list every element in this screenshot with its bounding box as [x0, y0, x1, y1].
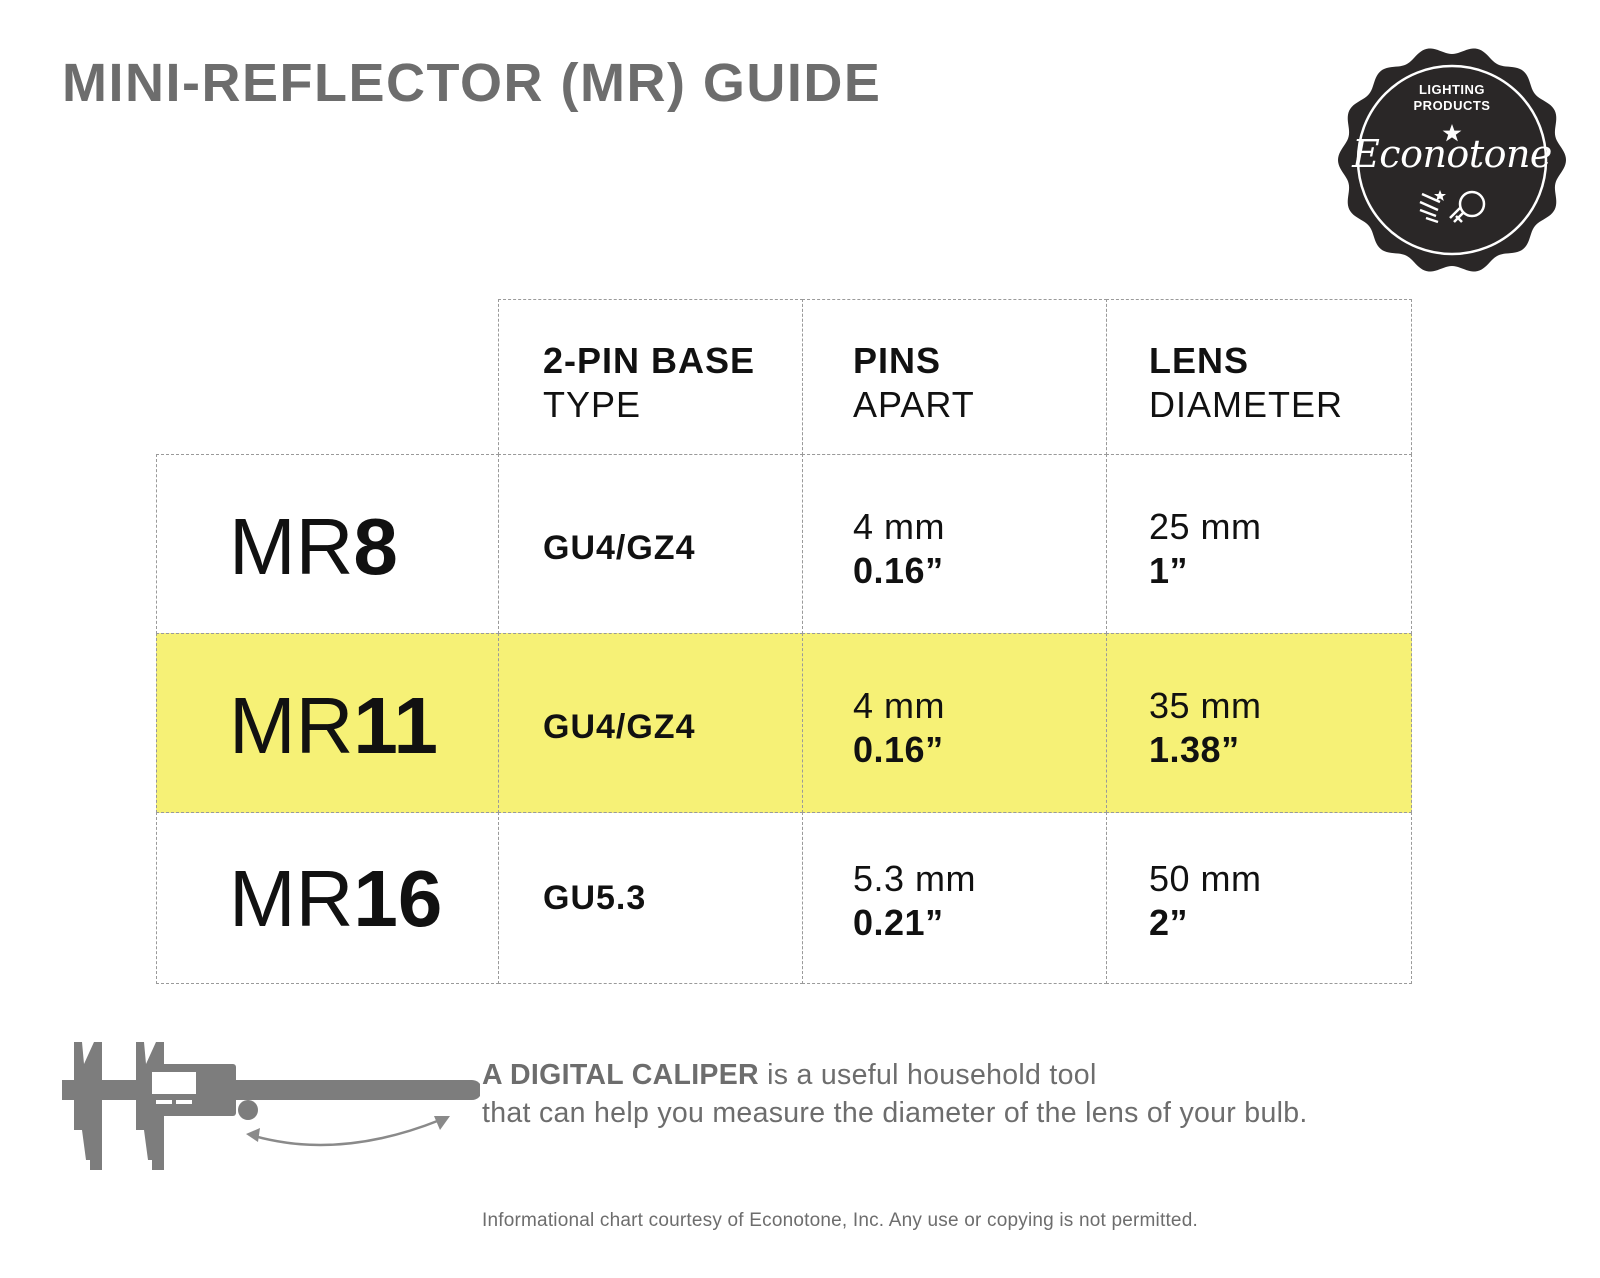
row-mr11-pins-cell: [802, 633, 1107, 813]
row-mr11-base-cell: [498, 633, 803, 813]
header-cell-base: [498, 299, 803, 455]
header-lens-light: DIAMETER: [1149, 384, 1344, 425]
mr11-base: GU4/GZ4: [543, 708, 696, 746]
mr11-pins-mm: 4 mm: [853, 685, 945, 726]
caliper-note-bold: A DIGITAL CALIPER: [482, 1059, 759, 1091]
caliper-note-rest: is a useful household tool: [758, 1059, 1097, 1091]
mr8-lens-mm: 25 mm: [1149, 506, 1262, 547]
brand-badge: [1336, 44, 1568, 276]
header-base-bold: 2-PIN BASE: [543, 340, 756, 381]
mr11-number: 11: [353, 681, 438, 770]
curved-arrow-icon: [240, 1108, 460, 1160]
row-mr8-lens-cell: [1106, 454, 1412, 634]
row-mr16-label-cell: [156, 812, 499, 984]
row-mr11-label-cell: [156, 633, 499, 813]
row-mr16-lens-cell: [1106, 812, 1412, 984]
row-mr16-base-cell: [498, 812, 803, 984]
badge-top-text: LIGHTING PRODUCTS: [1413, 82, 1491, 113]
mr8-pins-mm: 4 mm: [853, 506, 945, 547]
mr16-pins-mm: 5.3 mm: [853, 858, 977, 899]
row-mr8-pins-cell: [802, 454, 1107, 634]
mr16-base: GU5.3: [543, 879, 647, 917]
mr8-base: GU4/GZ4: [543, 529, 696, 567]
mr11-pins-in: 0.16”: [853, 729, 944, 770]
mr16-pins-in: 0.21”: [853, 902, 944, 943]
mr16-lens-mm: 50 mm: [1149, 858, 1262, 899]
mr11-lens-mm: 35 mm: [1149, 685, 1262, 726]
badge-brand-text: Econotone: [1352, 132, 1552, 176]
mr16-prefix: MR: [229, 854, 354, 943]
caliper-note-line1: [482, 1056, 1308, 1094]
mr11-label: [229, 681, 438, 770]
footer-disclaimer: Informational chart courtesy of Econotone, Inc. Any use or copying is not permitted.: [482, 1210, 1198, 1231]
row-mr8-label-cell: [156, 454, 499, 634]
mr8-pins-in: 0.16”: [853, 550, 944, 591]
header-lens-bold: LENS: [1149, 340, 1250, 381]
mr16-lens-in: 2”: [1149, 902, 1189, 943]
mr8-lens-in: 1”: [1149, 550, 1189, 591]
header-cell-lens: [1106, 299, 1412, 455]
mr11-lens-in: 1.38”: [1149, 729, 1240, 770]
caliper-note-line2: that can help you measure the diameter of the lens of your bulb.: [482, 1097, 1308, 1129]
row-mr11-lens-cell: [1106, 633, 1412, 813]
header-pins-light: APART: [853, 384, 975, 425]
header-base-light: TYPE: [543, 384, 642, 425]
header-pins-bold: PINS: [853, 340, 942, 381]
mr8-prefix: MR: [229, 502, 354, 591]
caliper-note: [482, 1056, 1308, 1132]
mr16-label: [229, 854, 443, 943]
mr16-number: 16: [353, 854, 443, 943]
row-mr8-base-cell: [498, 454, 803, 634]
mr11-prefix: MR: [229, 681, 354, 770]
mr8-number: 8: [353, 502, 398, 591]
mr8-label: [229, 502, 398, 591]
header-cell-pins: [802, 299, 1107, 455]
row-mr16-pins-cell: [802, 812, 1107, 984]
page-title: MINI-REFLECTOR (MR) GUIDE: [62, 53, 882, 113]
